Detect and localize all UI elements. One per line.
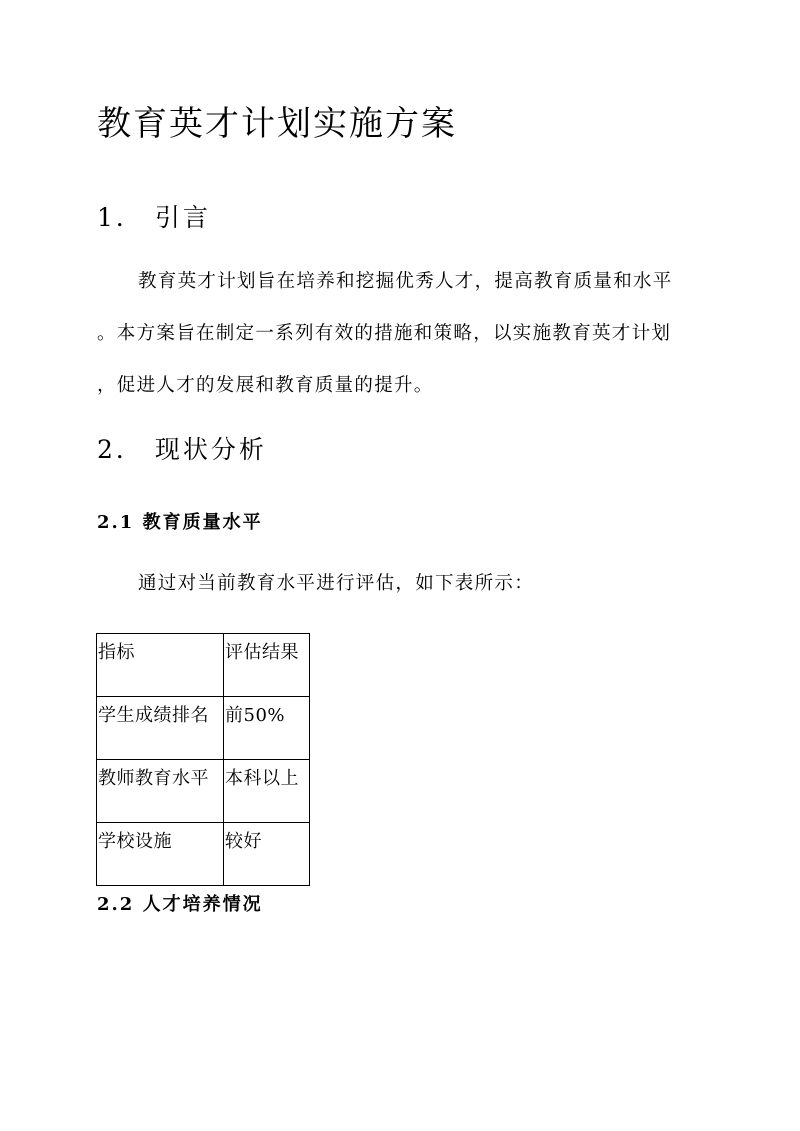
section-heading-status-analysis: 2． 现状分析: [97, 435, 267, 464]
paragraph-line: 通过对当前教育水平进行评估，如下表所示：: [138, 573, 535, 594]
table-cell: 本科以上: [224, 760, 310, 823]
education-quality-paragraph: [97, 558, 707, 610]
table-cell: 教师教育水平: [97, 760, 224, 823]
table-header-cell: 指标: [97, 634, 224, 697]
table-cell: 学生成绩排名: [97, 697, 224, 760]
introduction-paragraph: [97, 256, 707, 412]
table-header-row: [97, 634, 310, 697]
table-row: [97, 823, 310, 886]
evaluation-table: [96, 633, 310, 886]
table-row: [97, 697, 310, 760]
paragraph-line: 教育英才计划旨在培养和挖掘优秀人才，提高教育质量和水平: [138, 271, 673, 292]
table-cell: 较好: [224, 823, 310, 886]
document-title: 教育英才计划实施方案: [97, 104, 457, 144]
table-row: [97, 760, 310, 823]
paragraph-line: 。本方案旨在制定一系列有效的措施和策略，以实施教育英才计划: [97, 323, 672, 344]
paragraph-line: ，促进人才的发展和教育质量的提升。: [97, 375, 434, 396]
table-cell: 学校设施: [97, 823, 224, 886]
subsection-heading-education-quality: 2.1 教育质量水平: [97, 512, 263, 533]
subsection-heading-talent-cultivation: 2.2 人才培养情况: [97, 894, 263, 915]
table-header-cell: 评估结果: [224, 634, 310, 697]
section-heading-introduction: 1． 引言: [97, 203, 211, 232]
table-cell: 前50%: [224, 697, 310, 760]
